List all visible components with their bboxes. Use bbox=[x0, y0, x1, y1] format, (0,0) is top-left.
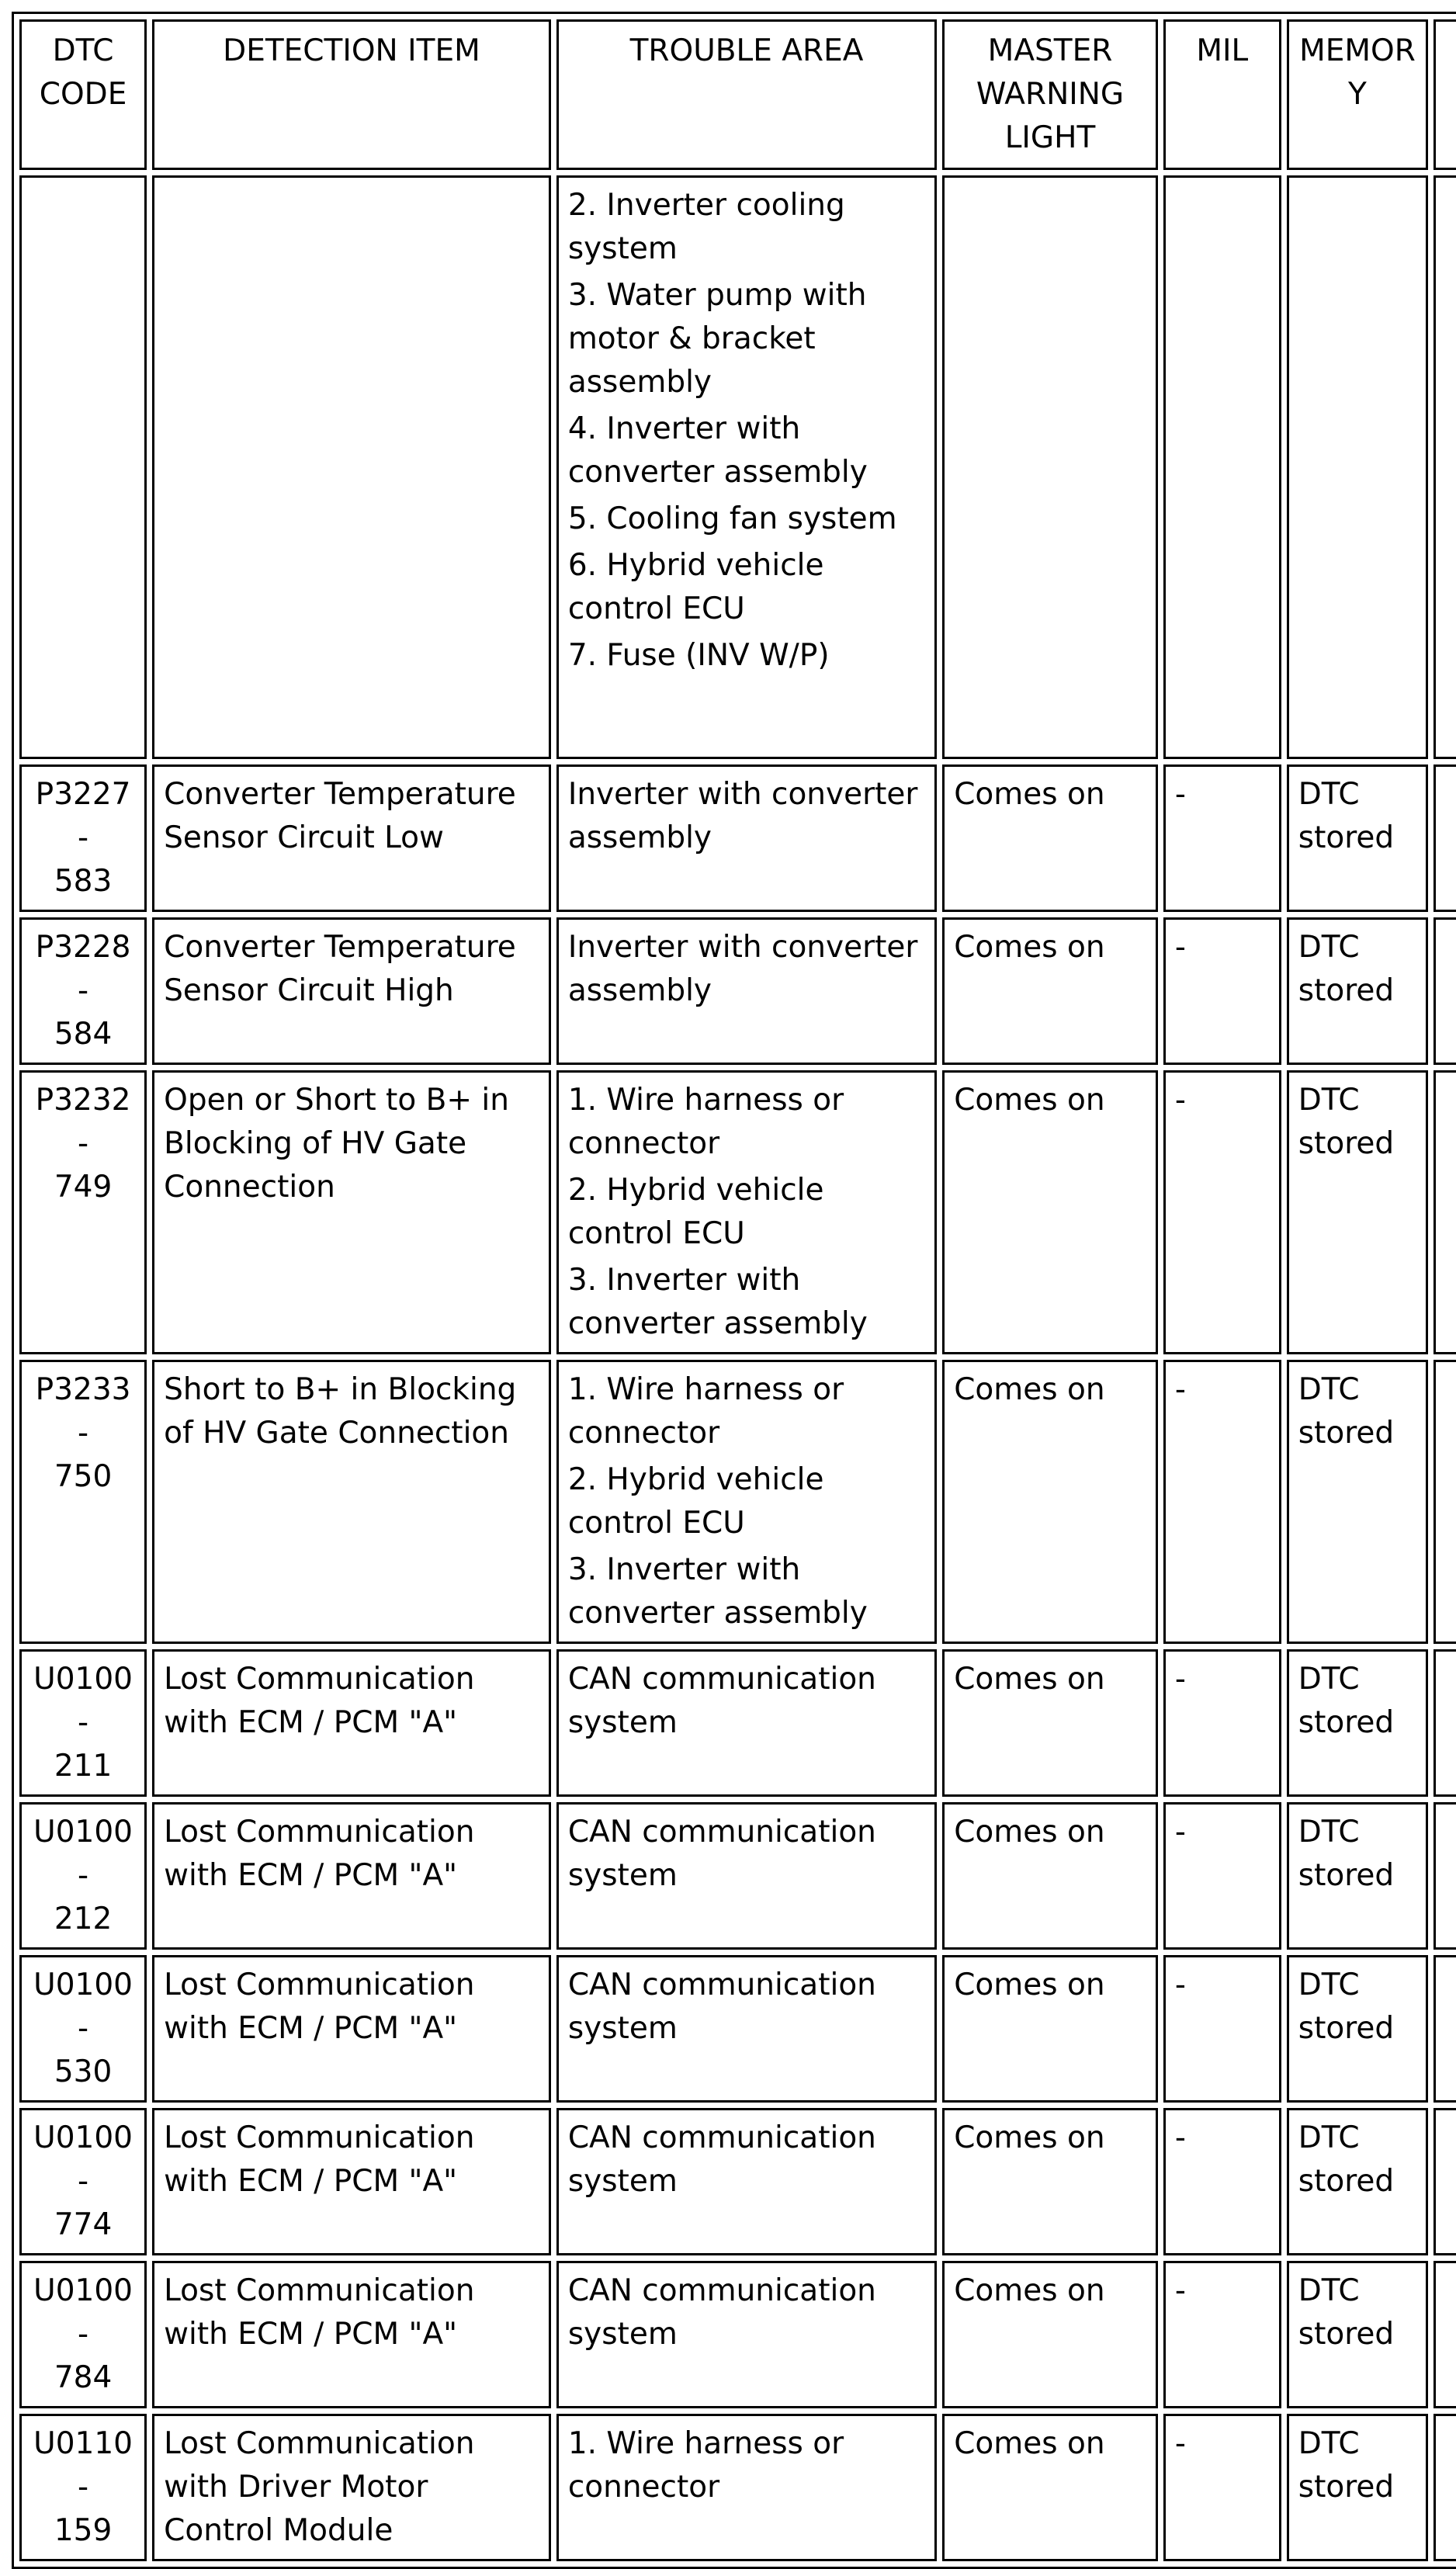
trouble-area-cell bbox=[556, 1802, 937, 1950]
trouble-area-item: 2. Hybrid vehicle control ECU bbox=[567, 1173, 824, 1251]
table-row bbox=[19, 1649, 1456, 1797]
memory-cell bbox=[1287, 175, 1428, 759]
detection-item-cell: Short to B+ in Blocking of HV Gate Connection bbox=[152, 1360, 551, 1644]
dtc-code-line: P3233- bbox=[35, 1372, 131, 1451]
master-warning-light-cell: Comes on bbox=[942, 1070, 1158, 1354]
master-warning-light-cell: Comes on bbox=[942, 1955, 1158, 2103]
detection-item-cell: Converter Temperature Sensor Circuit High bbox=[152, 917, 551, 1065]
dtc-code-line: 584 bbox=[54, 1017, 113, 1052]
memory-cell: DTC stored bbox=[1287, 917, 1428, 1065]
trouble-area-item: Inverter with converter assembly bbox=[567, 930, 918, 1008]
dtc-code-line: U0100- bbox=[33, 2120, 133, 2199]
dtc-code-cell bbox=[19, 917, 147, 1065]
dtc-code-cell bbox=[19, 2108, 147, 2255]
trouble-area-item: 5. Cooling fan system bbox=[567, 501, 897, 536]
dtc-table-container bbox=[14, 14, 1456, 2569]
header-stub-cell bbox=[1433, 19, 1456, 170]
master-warning-light-cell: Comes on bbox=[942, 2414, 1158, 2561]
trouble-area-cell bbox=[556, 2414, 937, 2561]
trouble-area-item: 4. Inverter with converter assembly bbox=[567, 411, 868, 490]
dtc-code-cell bbox=[19, 1649, 147, 1797]
master-warning-light-cell: Comes on bbox=[942, 2261, 1158, 2408]
header-mil: MIL bbox=[1163, 19, 1281, 170]
trouble-area-cell bbox=[556, 917, 937, 1065]
mil-cell: - bbox=[1163, 1802, 1281, 1950]
trouble-area-cell bbox=[556, 1070, 937, 1354]
dtc-code-line: 583 bbox=[54, 864, 113, 899]
dtc-code-cell bbox=[19, 1802, 147, 1950]
trouble-area-item: 7. Fuse (INV W/P) bbox=[567, 638, 830, 673]
dtc-code-line: U0100- bbox=[33, 1815, 133, 1893]
mil-cell: - bbox=[1163, 764, 1281, 912]
memory-cell: DTC stored bbox=[1287, 1649, 1428, 1797]
stub-cell bbox=[1433, 1955, 1456, 2103]
mil-cell: - bbox=[1163, 1649, 1281, 1797]
dtc-code-cell bbox=[19, 175, 147, 759]
table-header-row bbox=[19, 19, 1456, 170]
table-row bbox=[19, 1802, 1456, 1950]
trouble-area-item: 1. Wire harness or connector bbox=[567, 1083, 844, 1161]
stub-cell bbox=[1433, 1070, 1456, 1354]
table-row bbox=[19, 2414, 1456, 2561]
dtc-code-line: 750 bbox=[54, 1459, 113, 1494]
dtc-code-line: P3228- bbox=[35, 930, 131, 1008]
trouble-area-item: 1. Wire harness or connector bbox=[567, 1372, 844, 1451]
trouble-area-item: 2. Hybrid vehicle control ECU bbox=[567, 1462, 824, 1541]
detection-item-cell: Lost Communication with ECM / PCM "A" bbox=[152, 2108, 551, 2255]
dtc-code-cell bbox=[19, 1070, 147, 1354]
trouble-area-cell bbox=[556, 1649, 937, 1797]
dtc-code-line: U0100- bbox=[33, 1662, 133, 1740]
dtc-code-line: 774 bbox=[54, 2207, 113, 2242]
dtc-code-line: U0110- bbox=[33, 2426, 133, 2505]
header-master-line3: LIGHT bbox=[1004, 120, 1096, 155]
mil-cell: - bbox=[1163, 1070, 1281, 1354]
table-row bbox=[19, 2261, 1456, 2408]
trouble-area-item: 1. Wire harness or connector bbox=[567, 2426, 844, 2505]
mil-cell: - bbox=[1163, 2414, 1281, 2561]
memory-cell: DTC stored bbox=[1287, 1360, 1428, 1644]
table-row bbox=[19, 175, 1456, 759]
trouble-area-item: CAN communication system bbox=[567, 2273, 876, 2352]
mil-cell: - bbox=[1163, 917, 1281, 1065]
header-dtc-code-line1: DTC bbox=[52, 33, 114, 68]
trouble-area-item: 6. Hybrid vehicle control ECU bbox=[567, 548, 824, 626]
trouble-area-item: 3. Inverter with converter assembly bbox=[567, 1552, 868, 1631]
trouble-area-item: 3. Water pump with motor & bracket assembly bbox=[567, 278, 867, 400]
dtc-code-line: 211 bbox=[54, 1749, 113, 1784]
header-dtc-code bbox=[19, 19, 147, 170]
dtc-code-line: P3227- bbox=[35, 777, 131, 855]
memory-cell: DTC stored bbox=[1287, 2108, 1428, 2255]
detection-item-cell: Lost Communication with ECM / PCM "A" bbox=[152, 1955, 551, 2103]
dtc-code-line: 212 bbox=[54, 1902, 113, 1936]
memory-cell: DTC stored bbox=[1287, 2261, 1428, 2408]
dtc-code-line: 784 bbox=[54, 2360, 113, 2395]
master-warning-light-cell: Comes on bbox=[942, 2108, 1158, 2255]
stub-cell bbox=[1433, 917, 1456, 1065]
trouble-area-cell bbox=[556, 2108, 937, 2255]
table-row bbox=[19, 1070, 1456, 1354]
mil-cell: - bbox=[1163, 1955, 1281, 2103]
table-row bbox=[19, 1360, 1456, 1644]
header-master-warning-light bbox=[942, 19, 1158, 170]
dtc-code-line: 159 bbox=[54, 2513, 113, 2548]
detection-item-cell: Lost Communication with ECM / PCM "A" bbox=[152, 2261, 551, 2408]
trouble-area-cell bbox=[556, 1360, 937, 1644]
dtc-code-line: U0100- bbox=[33, 1967, 133, 2046]
stub-cell bbox=[1433, 764, 1456, 912]
master-warning-light-cell: Comes on bbox=[942, 764, 1158, 912]
dtc-code-line: P3232- bbox=[35, 1083, 131, 1161]
table-row bbox=[19, 1955, 1456, 2103]
header-master-line1: MASTER bbox=[987, 33, 1113, 68]
dtc-code-line: 749 bbox=[54, 1170, 113, 1205]
trouble-area-cell bbox=[556, 2261, 937, 2408]
header-dtc-code-line2: CODE bbox=[39, 77, 127, 112]
trouble-area-item: 3. Inverter with converter assembly bbox=[567, 1263, 868, 1341]
table-row bbox=[19, 764, 1456, 912]
memory-cell: DTC stored bbox=[1287, 764, 1428, 912]
header-memory: MEMORY bbox=[1287, 19, 1428, 170]
detection-item-cell: Open or Short to B+ in Blocking of HV Gate Connection bbox=[152, 1070, 551, 1354]
trouble-area-cell bbox=[556, 1955, 937, 2103]
trouble-area-item: Inverter with converter assembly bbox=[567, 777, 918, 855]
stub-cell bbox=[1433, 1802, 1456, 1950]
detection-item-cell: Lost Communication with ECM / PCM "A" bbox=[152, 1802, 551, 1950]
mil-cell: - bbox=[1163, 2261, 1281, 2408]
stub-cell bbox=[1433, 2108, 1456, 2255]
stub-cell bbox=[1433, 175, 1456, 759]
trouble-area-cell bbox=[556, 764, 937, 912]
dtc-code-cell bbox=[19, 2261, 147, 2408]
stub-cell bbox=[1433, 2261, 1456, 2408]
dtc-code-cell bbox=[19, 764, 147, 912]
dtc-code-cell bbox=[19, 1360, 147, 1644]
master-warning-light-cell: Comes on bbox=[942, 1649, 1158, 1797]
master-warning-light-cell bbox=[942, 175, 1158, 759]
memory-cell: DTC stored bbox=[1287, 1802, 1428, 1950]
master-warning-light-cell: Comes on bbox=[942, 1360, 1158, 1644]
header-detection-item: DETECTION ITEM bbox=[152, 19, 551, 170]
mil-cell: - bbox=[1163, 1360, 1281, 1644]
detection-item-cell bbox=[152, 175, 551, 759]
detection-item-cell: Lost Communication with ECM / PCM "A" bbox=[152, 1649, 551, 1797]
dtc-code-cell bbox=[19, 2414, 147, 2561]
table-row bbox=[19, 917, 1456, 1065]
mil-cell: - bbox=[1163, 2108, 1281, 2255]
trouble-area-cell bbox=[556, 175, 937, 759]
stub-cell bbox=[1433, 2414, 1456, 2561]
trouble-area-item: CAN communication system bbox=[567, 1967, 876, 2046]
detection-item-cell: Converter Temperature Sensor Circuit Low bbox=[152, 764, 551, 912]
trouble-area-item: CAN communication system bbox=[567, 1662, 876, 1740]
mil-cell bbox=[1163, 175, 1281, 759]
detection-item-cell: Lost Communication with Driver Motor Control Module bbox=[152, 2414, 551, 2561]
master-warning-light-cell: Comes on bbox=[942, 917, 1158, 1065]
header-master-line2: WARNING bbox=[976, 77, 1125, 112]
header-trouble-area: TROUBLE AREA bbox=[556, 19, 937, 170]
memory-cell: DTC stored bbox=[1287, 2414, 1428, 2561]
dtc-code-line: 530 bbox=[54, 2054, 113, 2089]
dtc-table bbox=[12, 12, 1456, 2569]
stub-cell bbox=[1433, 1649, 1456, 1797]
stub-cell bbox=[1433, 1360, 1456, 1644]
memory-cell: DTC stored bbox=[1287, 1955, 1428, 2103]
table-body bbox=[19, 175, 1456, 2561]
memory-cell: DTC stored bbox=[1287, 1070, 1428, 1354]
dtc-code-line: U0100- bbox=[33, 2273, 133, 2352]
trouble-area-item: CAN communication system bbox=[567, 2120, 876, 2199]
trouble-area-item: 2. Inverter cooling system bbox=[567, 188, 845, 266]
trouble-area-item: CAN communication system bbox=[567, 1815, 876, 1893]
dtc-code-cell bbox=[19, 1955, 147, 2103]
master-warning-light-cell: Comes on bbox=[942, 1802, 1158, 1950]
table-row bbox=[19, 2108, 1456, 2255]
